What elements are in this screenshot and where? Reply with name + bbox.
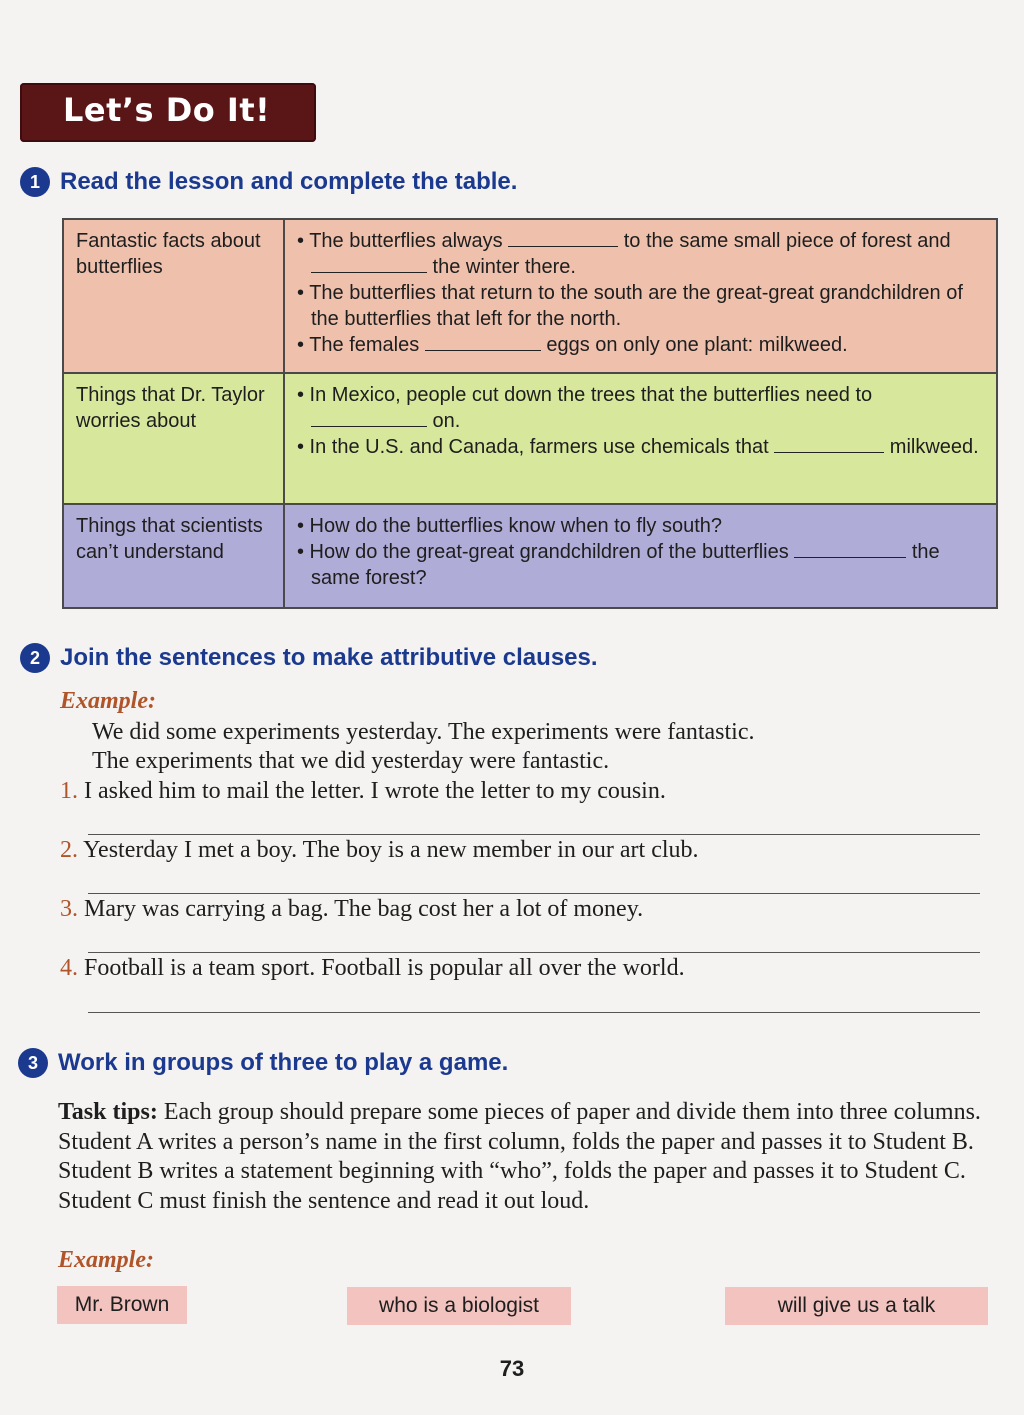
lets-do-it-banner [20,83,316,142]
table-row-fantastic-facts [63,219,997,373]
section-2-example-label: Example: [60,688,156,714]
answer-blank[interactable] [774,434,884,453]
exercise-item-1: 1. I asked him to mail the letter. I wrote the letter to my cousin. [60,778,666,804]
row-label: Things that scientists can’t understand [63,504,284,608]
example-chip-name: Mr. Brown [57,1286,187,1324]
answer-line-3[interactable] [88,952,980,953]
bullet-item: • How do the great-great grandchildren of the butterflies the same forest? [297,541,940,589]
table-row-scientists-cant-understand [63,504,997,608]
bullet-item: • The butterflies that return to the south are the great-great grandchildren of the butterflies that left for the north. [297,282,963,330]
example-sentences: We did some experiments yesterday. The experiments were fantastic. [92,719,755,745]
section-3-number-badge: 3 [18,1048,48,1078]
example-chip-ending: will give us a talk [725,1287,988,1325]
answer-line-4[interactable] [88,1012,980,1013]
bullet-item: • In Mexico, people cut down the trees that the butterflies need to on. [297,384,873,432]
section-2-heading [20,643,598,673]
section-3-heading [18,1048,508,1078]
answer-blank[interactable] [425,332,541,351]
row-content [284,504,997,608]
bullet-item: • The females eggs on only one plant: milkweed. [297,334,848,356]
section-2-title: Join the sentences to make attributive clauses. [60,644,598,671]
exercise-item-3: 3. Mary was carrying a bag. The bag cost her a lot of money. [60,896,644,922]
section-1-number-badge: 1 [20,167,50,197]
bullet-item: • How do the butterflies know when to fly south? [297,515,723,537]
section-3-title: Work in groups of three to play a game. [58,1049,509,1076]
answer-line-2[interactable] [88,893,980,894]
exercise-item-4: 4. Football is a team sport. Football is popular all over the world. [60,955,685,981]
answer-blank[interactable] [311,254,427,273]
answer-line-1[interactable] [88,834,980,835]
butterfly-facts-table [62,218,998,609]
section-1-heading [20,167,517,197]
bullet-item: • In the U.S. and Canada, farmers use chemicals that milkweed. [297,436,979,458]
exercise-item-2: 2. Yesterday I met a boy. The boy is a new member in our art club. [60,837,699,863]
section-1-title: Read the lesson and complete the table. [60,168,518,195]
banner-title: Let’s Do It! [63,91,271,129]
task-tips-paragraph: Task tips: Each group should prepare some pieces of paper and divide them into three columns. Student A writes a person’s name in the first column, folds the paper and passes it to Student B. Student B writes a statement beginning with “who”, folds the paper and passes it to Student C. Student C must finish the sentence and read it out loud. [58,1099,981,1214]
row-label: Fantastic facts about butterflies [63,219,284,373]
section-3-example-label: Example: [58,1247,154,1273]
answer-blank[interactable] [794,539,906,558]
example-answer: The experiments that we did yesterday were fantastic. [92,748,610,774]
section-2-number-badge: 2 [20,643,50,673]
row-label: Things that Dr. Taylor worries about [63,373,284,504]
row-content [284,373,997,504]
row-content [284,219,997,373]
answer-blank[interactable] [508,228,618,247]
example-chip-who-clause: who is a biologist [347,1287,571,1325]
table-row-taylor-worries [63,373,997,504]
page-number: 73 [499,1356,525,1381]
answer-blank[interactable] [311,408,427,427]
bullet-item: • The butterflies always to the same small piece of forest and the winter there. [297,230,951,278]
